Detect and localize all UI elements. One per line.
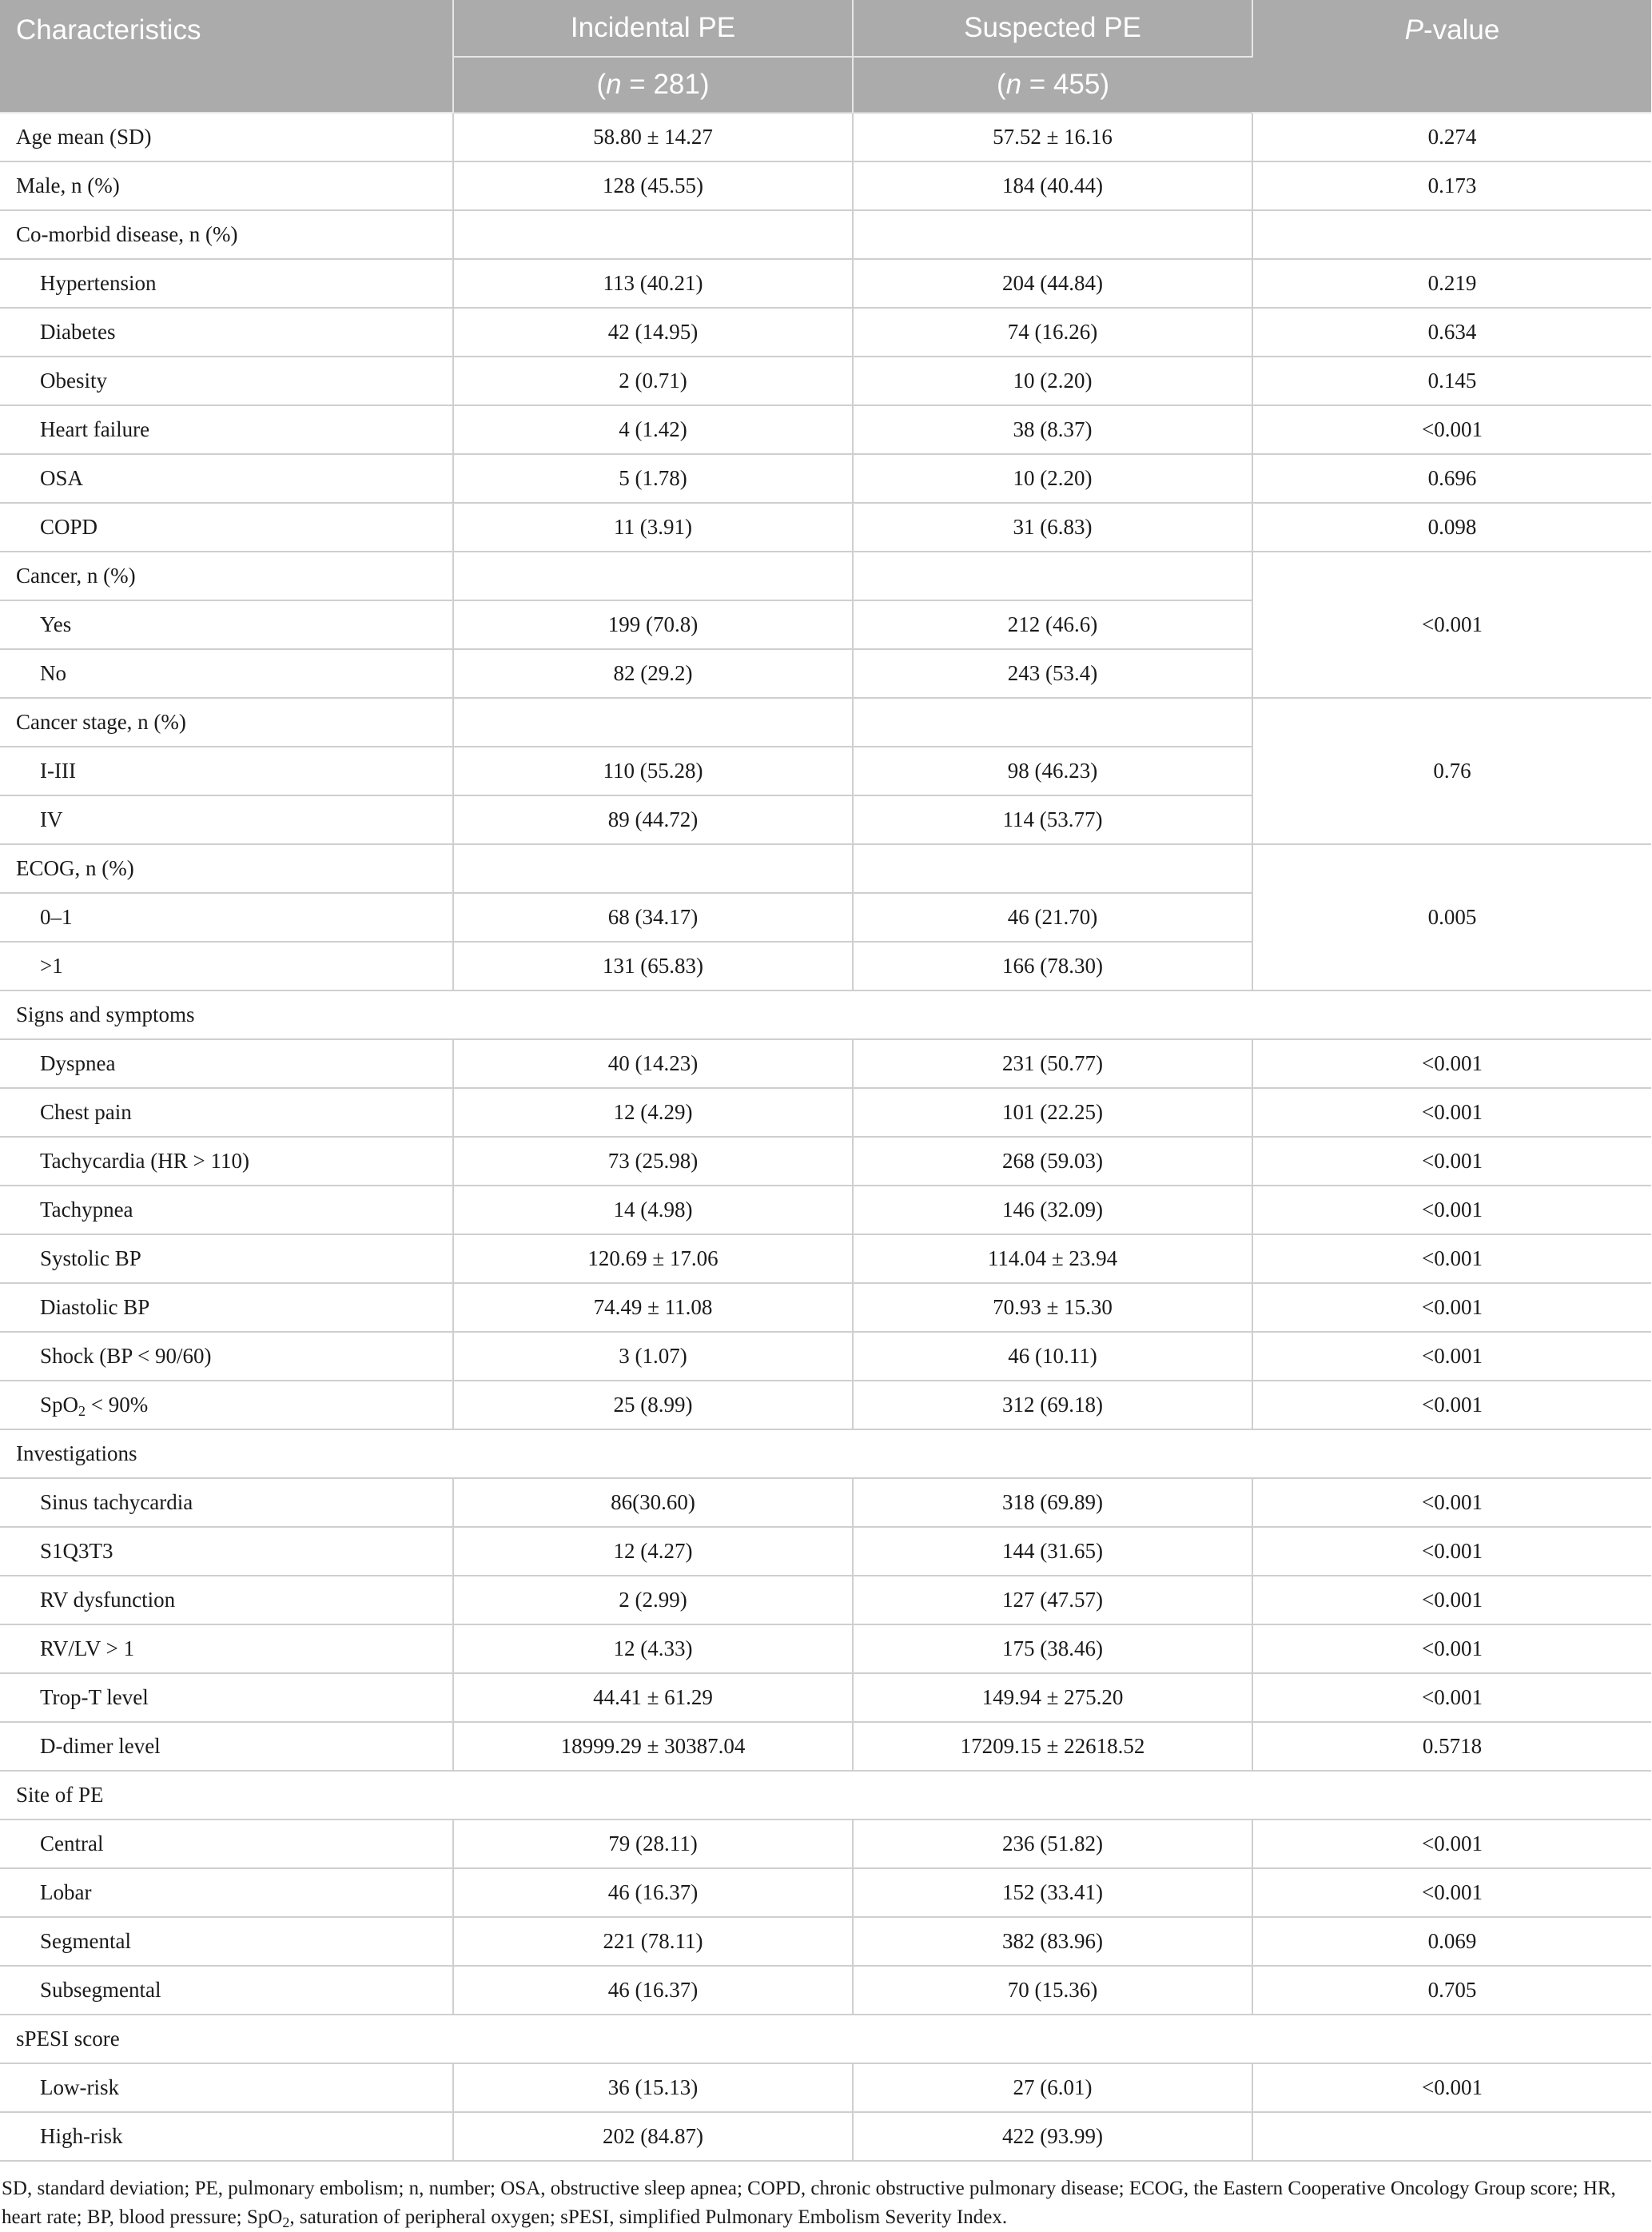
p-value: <0.001: [1252, 1381, 1651, 1429]
suspected-pe-value: 10 (2.20): [853, 454, 1252, 503]
suspected-pe-value: 422 (93.99): [853, 2112, 1252, 2161]
p-value: 0.76: [1252, 698, 1651, 844]
suspected-pe-value: [853, 698, 1252, 747]
row-label: Diabetes: [0, 308, 453, 357]
suspected-pe-value: 212 (46.6): [853, 600, 1252, 649]
table-row: [0, 990, 1651, 1039]
incidental-pe-value: [453, 210, 853, 259]
incidental-pe-value: 221 (78.11): [453, 1917, 853, 1966]
header-incidental-n-var: n: [606, 69, 622, 100]
p-value: 0.634: [1252, 308, 1651, 357]
table-row: [0, 308, 1651, 357]
incidental-pe-value: 25 (8.99): [453, 1381, 853, 1429]
incidental-pe-value: 73 (25.98): [453, 1137, 853, 1186]
p-value: <0.001: [1252, 1673, 1651, 1722]
incidental-pe-value: 44.41 ± 61.29: [453, 1673, 853, 1722]
incidental-pe-value: 12 (4.29): [453, 1088, 853, 1137]
row-label: RV/LV > 1: [0, 1624, 453, 1673]
p-value: 0.005: [1252, 844, 1651, 990]
p-value: <0.001: [1252, 1234, 1651, 1283]
p-value: [1252, 210, 1651, 259]
incidental-pe-value: 46 (16.37): [453, 1966, 853, 2015]
suspected-pe-value: 184 (40.44): [853, 161, 1252, 210]
header-suspected-n-val: = 455): [1021, 69, 1110, 100]
row-label: ECOG, n (%): [0, 844, 453, 893]
row-label: OSA: [0, 454, 453, 503]
p-value: <0.001: [1252, 1527, 1651, 1576]
p-value: <0.001: [1252, 1332, 1651, 1381]
suspected-pe-value: 27 (6.01): [853, 2063, 1252, 2112]
row-label: Sinus tachycardia: [0, 1478, 453, 1527]
suspected-pe-value: 70 (15.36): [853, 1966, 1252, 2015]
suspected-pe-value: 204 (44.84): [853, 259, 1252, 308]
incidental-pe-value: 4 (1.42): [453, 405, 853, 454]
table-row: [0, 357, 1651, 405]
suspected-pe-value: 74 (16.26): [853, 308, 1252, 357]
table-row: [0, 405, 1651, 454]
table-row: [0, 1819, 1651, 1868]
incidental-pe-value: 68 (34.17): [453, 893, 853, 942]
p-value: 0.098: [1252, 503, 1651, 552]
p-value: 0.173: [1252, 161, 1651, 210]
row-label: Central: [0, 1819, 453, 1868]
suspected-pe-value: 144 (31.65): [853, 1527, 1252, 1576]
row-label: Cancer, n (%): [0, 552, 453, 600]
p-value: <0.001: [1252, 1137, 1651, 1186]
row-label-sub: 2: [78, 1403, 86, 1419]
incidental-pe-value: 2 (0.71): [453, 357, 853, 405]
table-row: [0, 1137, 1651, 1186]
table-row: [0, 1234, 1651, 1283]
incidental-pe-value: 202 (84.87): [453, 2112, 853, 2161]
p-value: <0.001: [1252, 1186, 1651, 1234]
incidental-pe-value: [453, 844, 853, 893]
incidental-pe-value: 14 (4.98): [453, 1186, 853, 1234]
incidental-pe-value: 74.49 ± 11.08: [453, 1283, 853, 1332]
suspected-pe-value: 70.93 ± 15.30: [853, 1283, 1252, 1332]
header-characteristics: Characteristics: [0, 0, 453, 113]
table-row: [0, 1381, 1651, 1429]
table-row: [0, 1332, 1651, 1381]
row-label: Systolic BP: [0, 1234, 453, 1283]
p-value: 0.219: [1252, 259, 1651, 308]
header-suspected-pe: Suspected PE: [853, 0, 1252, 57]
table-row: [0, 1966, 1651, 2015]
row-label: D-dimer level: [0, 1722, 453, 1771]
row-label: Shock (BP < 90/60): [0, 1332, 453, 1381]
table-row: [0, 2112, 1651, 2161]
row-label: Tachypnea: [0, 1186, 453, 1234]
footnote-text-post: , saturation of peripheral oxygen; sPESI, simplified Pulmonary Embolism Severity Index.: [289, 2206, 1008, 2228]
incidental-pe-value: [453, 552, 853, 600]
row-label: Diastolic BP: [0, 1283, 453, 1332]
table-row: [0, 210, 1651, 259]
table-row: [0, 259, 1651, 308]
row-label: Segmental: [0, 1917, 453, 1966]
row-label: Hypertension: [0, 259, 453, 308]
p-value: 0.696: [1252, 454, 1651, 503]
row-label: Lobar: [0, 1868, 453, 1917]
p-value: <0.001: [1252, 1283, 1651, 1332]
incidental-pe-value: 128 (45.55): [453, 161, 853, 210]
p-value: 0.705: [1252, 1966, 1651, 2015]
table-row: [0, 2063, 1651, 2112]
incidental-pe-value: 89 (44.72): [453, 795, 853, 844]
row-label: Male, n (%): [0, 161, 453, 210]
suspected-pe-value: 114 (53.77): [853, 795, 1252, 844]
header-p-rest: -value: [1423, 14, 1500, 46]
header-incidental-n-val: = 281): [621, 69, 710, 100]
incidental-pe-value: 11 (3.91): [453, 503, 853, 552]
suspected-pe-value: 312 (69.18): [853, 1381, 1252, 1429]
incidental-pe-value: 40 (14.23): [453, 1039, 853, 1088]
suspected-pe-value: 38 (8.37): [853, 405, 1252, 454]
incidental-pe-value: 58.80 ± 14.27: [453, 113, 853, 161]
incidental-pe-value: 120.69 ± 17.06: [453, 1234, 853, 1283]
p-value: <0.001: [1252, 1819, 1651, 1868]
suspected-pe-value: 146 (32.09): [853, 1186, 1252, 1234]
suspected-pe-value: 101 (22.25): [853, 1088, 1252, 1137]
table-row: [0, 2015, 1651, 2063]
p-value: <0.001: [1252, 1868, 1651, 1917]
p-value: <0.001: [1252, 1039, 1651, 1088]
incidental-pe-value: 86(30.60): [453, 1478, 853, 1527]
suspected-pe-value: 243 (53.4): [853, 649, 1252, 698]
suspected-pe-value: [853, 552, 1252, 600]
suspected-pe-value: 17209.15 ± 22618.52: [853, 1722, 1252, 1771]
row-label-pre: SpO: [40, 1393, 79, 1417]
table-row: [0, 1283, 1651, 1332]
p-value: 0.5718: [1252, 1722, 1651, 1771]
table-row: [0, 1429, 1651, 1478]
suspected-pe-value: 382 (83.96): [853, 1917, 1252, 1966]
row-label: IV: [0, 795, 453, 844]
table-row: [0, 1624, 1651, 1673]
incidental-pe-value: 12 (4.27): [453, 1527, 853, 1576]
section-header-cell: sPESI score: [0, 2015, 1651, 2063]
table-header: [0, 0, 1651, 113]
p-value: <0.001: [1252, 1478, 1651, 1527]
suspected-pe-value: 231 (50.77): [853, 1039, 1252, 1088]
suspected-pe-value: 10 (2.20): [853, 357, 1252, 405]
table-row: [0, 1576, 1651, 1624]
header-suspected-n: (n = 455): [853, 57, 1252, 113]
incidental-pe-value: 131 (65.83): [453, 942, 853, 990]
suspected-pe-value: 114.04 ± 23.94: [853, 1234, 1252, 1283]
section-header-cell: Signs and symptoms: [0, 990, 1651, 1039]
incidental-pe-value: 110 (55.28): [453, 747, 853, 795]
section-header-cell: Site of PE: [0, 1771, 1651, 1819]
p-value: 0.069: [1252, 1917, 1651, 1966]
p-value: <0.001: [1252, 1088, 1651, 1137]
row-label-post: < 90%: [86, 1393, 149, 1417]
p-value: 0.274: [1252, 113, 1651, 161]
header-suspected-n-var: n: [1005, 69, 1022, 100]
row-label: Trop-T level: [0, 1673, 453, 1722]
row-label: Low-risk: [0, 2063, 453, 2112]
incidental-pe-value: 18999.29 ± 30387.04: [453, 1722, 853, 1771]
suspected-pe-value: 149.94 ± 275.20: [853, 1673, 1252, 1722]
row-label: >1: [0, 942, 453, 990]
row-label: I-III: [0, 747, 453, 795]
row-label: RV dysfunction: [0, 1576, 453, 1624]
suspected-pe-value: 98 (46.23): [853, 747, 1252, 795]
suspected-pe-value: 46 (21.70): [853, 893, 1252, 942]
suspected-pe-value: 175 (38.46): [853, 1624, 1252, 1673]
incidental-pe-value: 113 (40.21): [453, 259, 853, 308]
table-row: [0, 1673, 1651, 1722]
table-row: [0, 552, 1651, 600]
row-label: Co-morbid disease, n (%): [0, 210, 453, 259]
row-label: High-risk: [0, 2112, 453, 2161]
table-row: [0, 113, 1651, 161]
incidental-pe-value: 42 (14.95): [453, 308, 853, 357]
incidental-pe-value: 2 (2.99): [453, 1576, 853, 1624]
table-row: [0, 454, 1651, 503]
incidental-pe-value: [453, 698, 853, 747]
p-value: <0.001: [1252, 405, 1651, 454]
p-value: <0.001: [1252, 2063, 1651, 2112]
table-row: [0, 161, 1651, 210]
suspected-pe-value: 46 (10.11): [853, 1332, 1252, 1381]
suspected-pe-value: 127 (47.57): [853, 1576, 1252, 1624]
row-label: Heart failure: [0, 405, 453, 454]
suspected-pe-value: 236 (51.82): [853, 1819, 1252, 1868]
p-value: 0.145: [1252, 357, 1651, 405]
suspected-pe-value: 57.52 ± 16.16: [853, 113, 1252, 161]
suspected-pe-value: 152 (33.41): [853, 1868, 1252, 1917]
incidental-pe-value: 79 (28.11): [453, 1819, 853, 1868]
suspected-pe-value: 318 (69.89): [853, 1478, 1252, 1527]
incidental-pe-value: 36 (15.13): [453, 2063, 853, 2112]
section-header-cell: Investigations: [0, 1429, 1651, 1478]
table-row: [0, 1771, 1651, 1819]
row-label: COPD: [0, 503, 453, 552]
row-label: S1Q3T3: [0, 1527, 453, 1576]
p-value: <0.001: [1252, 552, 1651, 698]
suspected-pe-value: 31 (6.83): [853, 503, 1252, 552]
row-label: Age mean (SD): [0, 113, 453, 161]
p-value: <0.001: [1252, 1576, 1651, 1624]
row-label: Tachycardia (HR > 110): [0, 1137, 453, 1186]
row-label: Dyspnea: [0, 1039, 453, 1088]
p-value: [1252, 2112, 1651, 2161]
table-row: [0, 1088, 1651, 1137]
table-row: [0, 1868, 1651, 1917]
incidental-pe-value: 12 (4.33): [453, 1624, 853, 1673]
table-row: [0, 1527, 1651, 1576]
header-incidental-n: (n = 281): [453, 57, 853, 113]
p-value: <0.001: [1252, 1624, 1651, 1673]
table-footnote: [0, 2162, 1650, 2232]
incidental-pe-value: 199 (70.8): [453, 600, 853, 649]
row-label: Obesity: [0, 357, 453, 405]
incidental-pe-value: 46 (16.37): [453, 1868, 853, 1917]
header-p-value: [1252, 0, 1651, 113]
table-body: [0, 113, 1651, 2161]
footnote-sub: 2: [282, 2214, 290, 2230]
row-label: [0, 1381, 453, 1429]
header-p-letter: P: [1404, 14, 1424, 46]
suspected-pe-value: [853, 844, 1252, 893]
row-label: Yes: [0, 600, 453, 649]
incidental-pe-value: 5 (1.78): [453, 454, 853, 503]
row-label: 0–1: [0, 893, 453, 942]
row-label: No: [0, 649, 453, 698]
table-row: [0, 1722, 1651, 1771]
suspected-pe-value: 268 (59.03): [853, 1137, 1252, 1186]
table-row: [0, 1039, 1651, 1088]
table-row: [0, 1478, 1651, 1527]
table-row: [0, 503, 1651, 552]
row-label: Cancer stage, n (%): [0, 698, 453, 747]
header-incidental-pe: Incidental PE: [453, 0, 853, 57]
row-label: Subsegmental: [0, 1966, 453, 2015]
suspected-pe-value: [853, 210, 1252, 259]
row-label: Chest pain: [0, 1088, 453, 1137]
suspected-pe-value: 166 (78.30): [853, 942, 1252, 990]
table-row: [0, 1186, 1651, 1234]
incidental-pe-value: 82 (29.2): [453, 649, 853, 698]
table-row: [0, 844, 1651, 893]
table-row: [0, 698, 1651, 747]
table-row: [0, 1917, 1651, 1966]
incidental-pe-value: 3 (1.07): [453, 1332, 853, 1381]
footnote-text-pre: SD, standard deviation; PE, pulmonary embolism; n, number; OSA, obstructive sleep apnea; COPD, chronic obstructive pulmonary disease; ECOG, the Eastern Cooperative Oncology Group score; HR, heart rate; BP, blood pressure; SpO: [2, 2178, 1616, 2228]
